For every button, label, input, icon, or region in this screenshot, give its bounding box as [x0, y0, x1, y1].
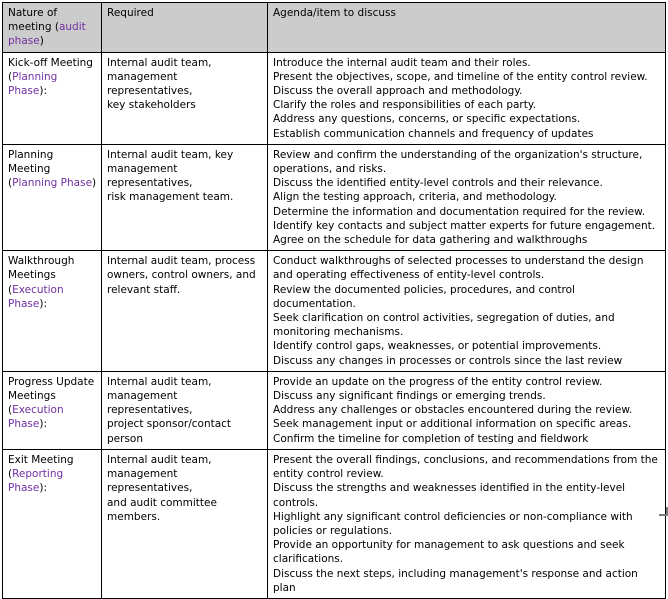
phase-close-paren: ) [39, 85, 44, 98]
meeting-name: Walkthrough Meetings [8, 255, 75, 282]
meeting-phase-label: Execution Phase [8, 283, 64, 310]
required-line: and audit committee members. [107, 496, 217, 523]
agenda-line: Review and confirm the understanding of the organization's structure, operations, and risks. [273, 148, 643, 176]
phase-open-paren: ( [8, 404, 13, 417]
required-line: Internal audit team, [107, 56, 212, 69]
table-row [3, 371, 666, 449]
agenda-line: Identify key contacts and subject matter experts for future engagement. [273, 219, 656, 232]
agenda-line: Conduct walkthroughs of selected processes to understand the design and operating effectiveness of entity-level controls. [273, 255, 644, 282]
phase-open-paren: ( [8, 283, 13, 296]
cell-nature-of-meeting [3, 144, 102, 250]
required-line: project sponsor/contact person [107, 418, 232, 445]
required-line: management representatives, [107, 70, 193, 98]
cell-required-attendees [102, 371, 268, 449]
phase-close-paren: ) [39, 297, 44, 310]
meeting-phase-label: Planning Phase [12, 177, 93, 190]
meeting-phase-label: Planning Phase [8, 70, 58, 98]
required-line: management representatives, [107, 390, 193, 417]
meeting-name: Progress Update Meetings [8, 375, 95, 403]
phase-trailing-punctuation: : [43, 482, 48, 495]
cell-agenda-items [268, 144, 666, 250]
agenda-line: Discuss the next steps, including management's response and action plan [273, 567, 638, 594]
agenda-line: Highlight any significant control deficiencies or non-compliance with policies or regulations. [273, 510, 633, 537]
table-header [3, 3, 666, 53]
cell-agenda-items [268, 52, 666, 144]
cell-agenda-items [268, 371, 666, 449]
agenda-line: Discuss any changes in processes or controls since the last review [273, 354, 623, 367]
meeting-phase-label: Execution Phase [8, 404, 64, 431]
meeting-name: Exit Meeting [8, 453, 74, 466]
phase-trailing-punctuation: : [43, 418, 48, 431]
table-row [3, 144, 666, 250]
agenda-line: Agree on the schedule for data gathering and walkthroughs [273, 234, 588, 247]
column-header-agenda: Agenda/item to discuss [268, 3, 666, 53]
cell-agenda-items [268, 449, 666, 598]
required-line: Internal audit team, key [107, 148, 234, 161]
phase-open-paren: ( [8, 70, 13, 83]
required-line: management representatives, [107, 468, 193, 495]
phase-trailing-punctuation: : [43, 85, 48, 98]
required-line: relevant staff. [107, 283, 181, 296]
cell-nature-of-meeting [3, 52, 102, 144]
required-line: owners, control owners, and [107, 269, 256, 282]
phase-close-paren: ) [92, 177, 97, 190]
table-header-row [3, 3, 666, 53]
agenda-line: Discuss the strengths and weaknesses identified in the entity-level controls. [273, 482, 626, 509]
cell-nature-of-meeting [3, 251, 102, 372]
column-header-nature-suffix: ) [39, 35, 44, 48]
agenda-line: Present the objectives, scope, and timeline of the entity control review. [273, 70, 648, 83]
agenda-line: Provide an update on the progress of the entity control review. [273, 375, 603, 388]
table-row [3, 251, 666, 372]
required-line: Internal audit team, process [107, 255, 256, 268]
column-header-nature-of-meeting [3, 3, 102, 53]
phase-close-paren: ) [39, 482, 44, 495]
document-canvas [0, 2, 668, 594]
cell-agenda-items [268, 251, 666, 372]
table-body [3, 52, 666, 598]
agenda-line: Discuss any significant findings or emerging trends. [273, 390, 546, 403]
agenda-line: Align the testing approach, criteria, and methodology. [273, 191, 557, 204]
meeting-name: Planning Meeting [8, 148, 54, 176]
agenda-line: Seek management input or additional information on specific areas. [273, 418, 632, 431]
agenda-line: Introduce the internal audit team and their roles. [273, 56, 531, 69]
meeting-phase-label: Reporting Phase [8, 468, 64, 495]
phase-open-paren: ( [8, 177, 13, 190]
phase-trailing-punctuation: : [43, 297, 48, 310]
agenda-line: Identify control gaps, weaknesses, or potential improvements. [273, 340, 602, 353]
required-line: Internal audit team, [107, 453, 212, 466]
phase-open-paren: ( [8, 468, 13, 481]
table-row [3, 52, 666, 144]
required-line: Internal audit team, [107, 375, 212, 388]
agenda-line: Discuss the overall approach and methodology. [273, 85, 523, 98]
agenda-line: Review the documented policies, procedures, and control documentation. [273, 283, 575, 310]
cell-nature-of-meeting [3, 371, 102, 449]
agenda-line: Discuss the identified entity-level controls and their relevance. [273, 177, 603, 190]
phase-close-paren: ) [39, 418, 44, 431]
required-line: management representatives, [107, 163, 193, 190]
required-line: key stakeholders [107, 99, 196, 112]
cell-required-attendees [102, 52, 268, 144]
meeting-name: Kick-off Meeting [8, 56, 93, 69]
table-row [3, 449, 666, 598]
agenda-line: Establish communication channels and frequency of updates [273, 127, 594, 140]
cell-required-attendees [102, 251, 268, 372]
required-line: risk management team. [107, 191, 234, 204]
cell-nature-of-meeting [3, 449, 102, 598]
agenda-line: Seek clarification on control activities, segregation of duties, and monitoring mechanisms. [273, 312, 615, 339]
table-resize-handle[interactable] [659, 507, 668, 516]
agenda-line: Address any questions, concerns, or specific expectations. [273, 113, 581, 126]
column-header-required: Required [102, 3, 268, 53]
agenda-line: Clarify the roles and responsibilities of each party. [273, 99, 536, 112]
column-header-nature-prefix: Nature of meeting ( [8, 7, 59, 34]
meeting-schedule-table [2, 2, 666, 599]
cell-required-attendees [102, 449, 268, 598]
agenda-line: Confirm the timeline for completion of testing and fieldwork [273, 432, 589, 445]
column-header-audit-phase: audit phase [8, 21, 86, 48]
agenda-line: Address any challenges or obstacles encountered during the review. [273, 404, 633, 417]
agenda-line: Provide an opportunity for management to ask questions and seek clarifications. [273, 539, 625, 566]
cell-required-attendees [102, 144, 268, 250]
agenda-line: Determine the information and documentation required for the review. [273, 205, 646, 218]
agenda-line: Present the overall findings, conclusions, and recommendations from the entity control review. [273, 453, 658, 481]
